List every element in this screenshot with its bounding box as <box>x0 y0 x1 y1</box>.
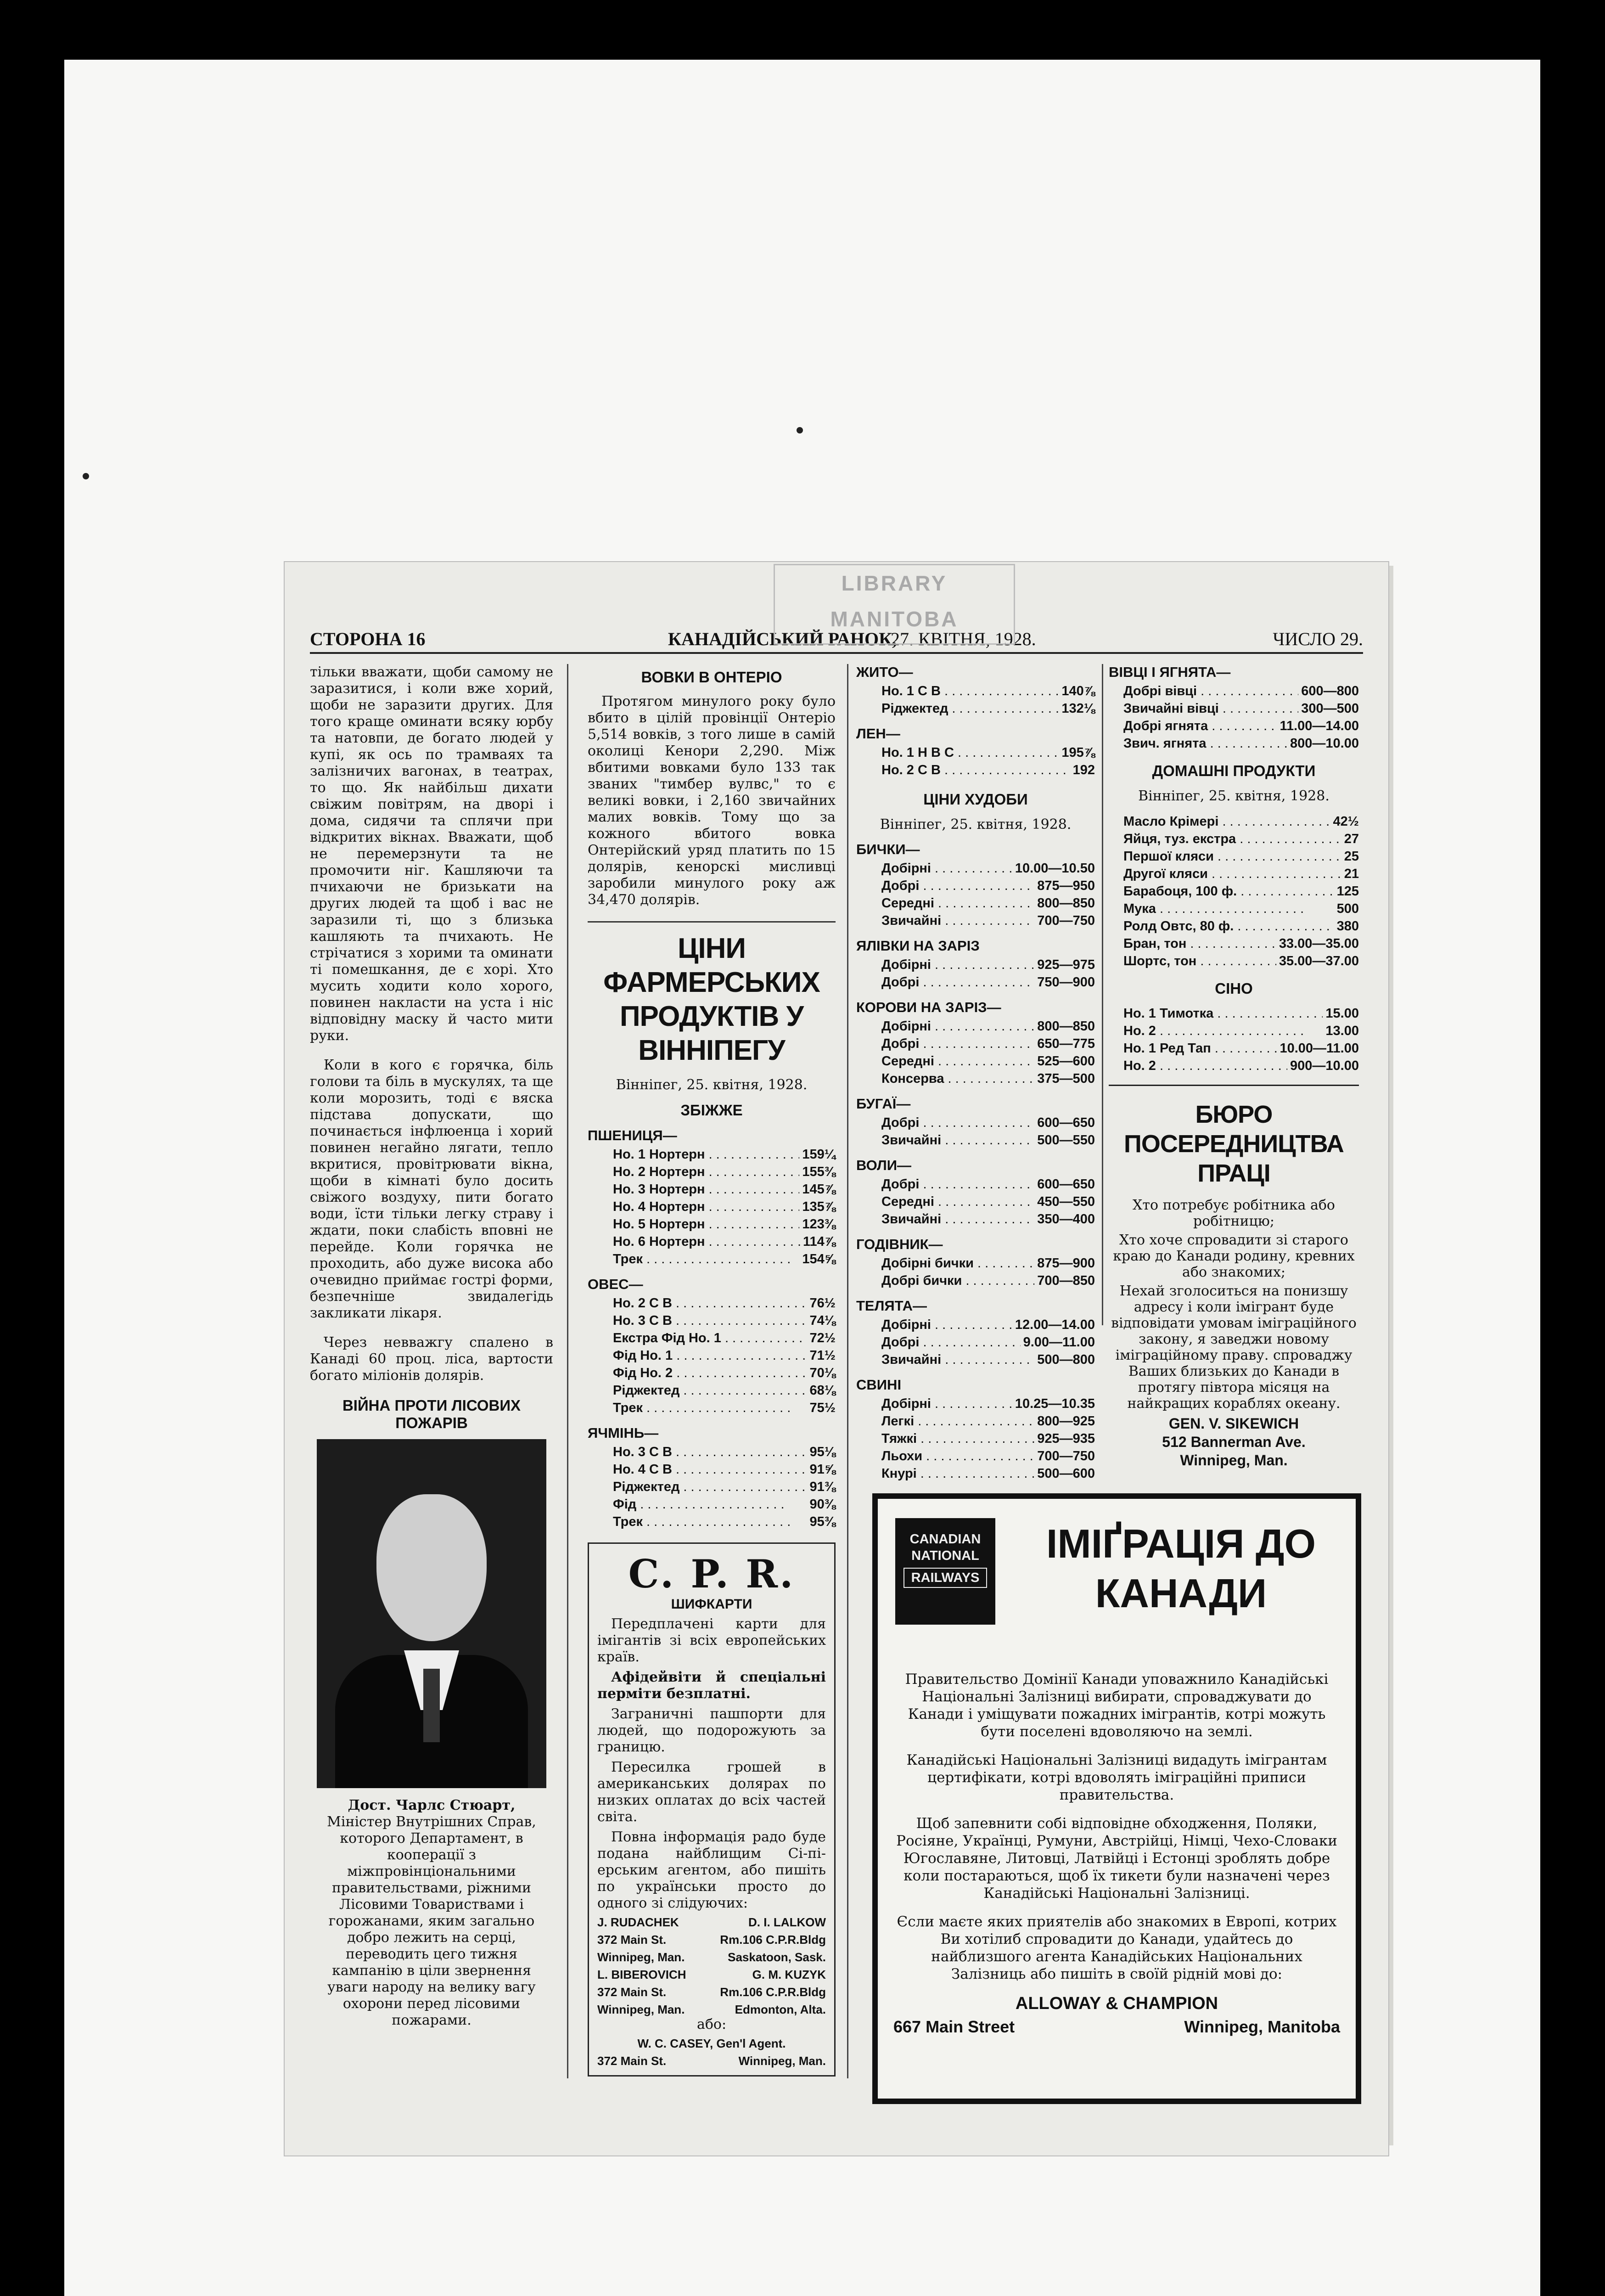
advert-paragraph: Афідейвіти й спеціальні перміти безплатні. <box>597 1669 826 1702</box>
price-value: 10.00—11.00 <box>1277 1040 1359 1057</box>
portrait-photo <box>317 1439 546 1788</box>
price-item-name: Но. 1 С В . . . <box>881 682 1059 700</box>
price-value: 925—935 <box>1034 1430 1095 1447</box>
price-row <box>1109 952 1359 970</box>
price-row <box>1109 735 1359 752</box>
price-item-name: Фід Но. 2 . . . <box>613 1364 807 1382</box>
cattle-price-list <box>856 841 1095 1482</box>
price-list <box>1109 1005 1359 1075</box>
price-value: 500 <box>1334 900 1359 917</box>
price-item-name: Трек . . . <box>613 1250 791 1268</box>
advert-paragraph: Повна інформація радо буде подана найблищим Сі-пі-ерським агентом, або пишіть по українськи просто до одного зі слідуючих: <box>597 1829 826 1911</box>
advert-paragraph: Хто хоче спровадити зі старого краю до Канади родину, кревних або знакомих; <box>1113 1232 1355 1280</box>
price-row <box>856 877 1095 895</box>
price-value: 192 <box>1070 761 1095 779</box>
price-value: 875—900 <box>1034 1255 1095 1272</box>
price-row <box>588 1216 836 1233</box>
price-value: 380 <box>1334 917 1359 935</box>
price-row <box>588 1461 836 1478</box>
price-item-name: Першої кляси . . . <box>1123 848 1341 865</box>
issue-number: ЧИСЛО 29. <box>1273 629 1363 649</box>
labor-bureau-advert <box>1109 1085 1359 1469</box>
price-item-name: Звичайні . . . <box>881 912 1034 929</box>
price-item-name: Но. 1 Нортерн . . . <box>613 1146 799 1163</box>
price-value: 25 <box>1341 848 1359 865</box>
price-value: 74⅛ <box>807 1312 836 1329</box>
price-item-name: Другої кляси . . . <box>1123 865 1341 883</box>
page-number: СТОРОНА 16 <box>310 629 426 649</box>
price-item-name: Но. 3 С В . . . <box>613 1312 807 1329</box>
price-row <box>588 1146 836 1163</box>
category-label: ВІВЦІ І ЯГНЯТА— <box>1109 664 1231 680</box>
advert-address: 667 Main Street Winnipeg, Manitoba <box>893 2017 1340 2036</box>
dateline: Вінніпег, 25. квітня, 1928. <box>880 816 1072 833</box>
price-item-name: Добрі . . . <box>881 974 1034 991</box>
price-item-name: Добрі . . . <box>881 1035 1034 1052</box>
price-value: 71½ <box>807 1347 836 1364</box>
advert-paragraph: Правительство Домінії Канади уповажнило Канадійські Національні Залізниці вибирати, спроваджувати до Канади і уміщувати пожадних імігрантів, котрі можуть бути поселені вдоволяючо на землі. <box>905 1671 1329 1740</box>
price-value: 800—850 <box>1034 1018 1095 1035</box>
price-item-name: Но. 5 Нортерн . . . <box>613 1216 799 1233</box>
masthead: КАНАДІЙСЬКИЙ РАНОК, <box>668 629 897 649</box>
price-row <box>856 1430 1095 1447</box>
price-row <box>1109 682 1359 700</box>
price-row <box>588 1364 836 1382</box>
price-row <box>588 1382 836 1399</box>
price-row <box>588 1329 836 1347</box>
price-value: 375—500 <box>1034 1070 1095 1087</box>
advert-title: ІМІҐРАЦІЯ ДО КАНАДИ <box>1046 1521 1316 1616</box>
price-row <box>856 1334 1095 1351</box>
price-value: 500—600 <box>1034 1465 1095 1482</box>
price-row <box>588 1496 836 1513</box>
price-row <box>1109 1022 1359 1040</box>
category-label: ПШЕНИЦЯ— <box>588 1127 677 1143</box>
price-value: 700—750 <box>1034 912 1095 929</box>
price-item-name: Но. 3 Нортерн . . . <box>613 1181 799 1198</box>
film-speck <box>83 473 89 479</box>
price-list <box>1109 682 1359 752</box>
dateline: Вінніпег, 25. квітня, 1928. <box>1138 788 1330 804</box>
price-list <box>856 1114 1095 1149</box>
price-value: 500—800 <box>1034 1351 1095 1368</box>
price-value: 12.00—14.00 <box>1012 1316 1095 1334</box>
price-value: 800—10.00 <box>1287 735 1359 752</box>
price-value: 10.25—10.35 <box>1012 1395 1095 1412</box>
price-row <box>856 1193 1095 1210</box>
price-value: 600—650 <box>1034 1114 1095 1131</box>
bureau-address: Winnipeg, Man. <box>1180 1452 1288 1469</box>
price-row <box>588 1294 836 1312</box>
price-list <box>588 1443 836 1531</box>
price-row <box>1109 848 1359 865</box>
price-value: 800—850 <box>1034 895 1095 912</box>
price-item-name: Добрі . . . <box>881 877 1034 895</box>
category-label: ЖИТО— <box>856 664 913 680</box>
price-value: 600—800 <box>1298 682 1359 700</box>
price-item-name: Добрі . . . <box>881 1176 1034 1193</box>
price-item-name: Трек . . . <box>613 1513 791 1531</box>
price-item-name: Добірні . . . <box>881 956 1034 974</box>
price-value: 750—900 <box>1034 974 1095 991</box>
price-row <box>856 1447 1095 1465</box>
price-list <box>856 956 1095 991</box>
price-row <box>856 1316 1095 1334</box>
price-value: 135⅞ <box>799 1198 836 1216</box>
price-value: 195⅞ <box>1059 744 1095 761</box>
price-row <box>588 1347 836 1364</box>
price-row <box>856 744 1095 761</box>
column-prices <box>588 664 836 2077</box>
price-value: 925—975 <box>1034 956 1095 974</box>
article-paragraph: Коли в кого є горячка, біль голови та біль в мускулях, та ще коли морозить, тоді є вяска підстава допускати, що починається інфлюенца і хорий повинен негайно лягати, тепло вкритися, провітрювати вікна, щоби в кімнаті було досить свіжого воздуху, пити богато води, їсти тільки легку страву і ждати, поки слабість вповні не перейде. Коли горячка не проходить, або дуже висока або очевидно приймає гострі форми, безпечніше звидалегідь закликати лікаря. <box>310 1057 553 1321</box>
price-value: 125 <box>1334 883 1359 900</box>
price-list <box>588 1146 836 1268</box>
price-row <box>856 1035 1095 1052</box>
section-heading: СІНО <box>1215 980 1253 997</box>
price-list <box>856 860 1095 929</box>
price-row <box>1109 717 1359 735</box>
advert-paragraph: Заграничні пашпорти для людей, що подорожують за границю. <box>597 1706 826 1755</box>
price-item-name: Ріджектед . . . <box>613 1382 807 1399</box>
price-value: 70⅛ <box>807 1364 836 1382</box>
price-value: 114⅞ <box>800 1233 836 1250</box>
price-row <box>588 1250 836 1268</box>
column-health <box>310 664 553 2029</box>
price-item-name: Звичайні . . . <box>881 1131 1034 1149</box>
price-value: 75½ <box>807 1399 836 1417</box>
category-label: ОВЕС— <box>588 1276 643 1292</box>
section-label: ЗБІЖЖЕ <box>680 1102 743 1119</box>
price-row <box>588 1399 836 1417</box>
price-item-name: Льохи . . . <box>881 1447 1034 1465</box>
section-heading: ДОМАШНІ ПРОДУКТИ <box>1152 762 1316 779</box>
price-item-name: Середні . . . <box>881 1193 1034 1210</box>
price-item-name: Звич. ягнята . . . <box>1123 735 1287 752</box>
price-row <box>1109 1057 1359 1075</box>
issue-date: 27. КВІТНЯ, 1928. <box>891 629 1036 649</box>
price-row <box>1109 917 1359 935</box>
price-row <box>1109 935 1359 952</box>
price-row <box>1109 1005 1359 1022</box>
price-item-name: Консерва . . . <box>881 1070 1034 1087</box>
price-value: 35.00—37.00 <box>1276 952 1359 970</box>
dateline: Вінніпег, 25. квітня, 1928. <box>616 1077 808 1093</box>
category-label: СВИНІ <box>856 1377 902 1393</box>
price-item-name: Ріджектед . . . <box>881 700 1059 717</box>
price-row <box>856 1018 1095 1035</box>
price-value: 91⅜ <box>807 1478 836 1496</box>
price-value: 42½ <box>1330 813 1359 830</box>
article-heading: ВОВКИ В ОНТЕРІО <box>641 669 782 686</box>
price-value: 140⅞ <box>1059 682 1095 700</box>
price-value: 132⅛ <box>1059 700 1095 717</box>
price-item-name: Ролд Овтс, 80 ф. . . . <box>1123 917 1334 935</box>
advert-paragraph: Щоб запевнити собі відповідне обходження, Поляки, Росіяне, Українці, Румуни, Австрійці, Німці, Чехо-Словаки Югославяне, Литовці, Латвійці і Естонці зроблять добре коли постараються, щоб їх тикети були назначені через Канадійські Національні Залізниці. <box>896 1815 1337 1902</box>
column-rule <box>847 664 848 2078</box>
bureau-heading: БЮРО ПОСЕРЕДНИЦТВА ПРАЦІ <box>1124 1101 1344 1187</box>
price-item-name: Но. 1 Ред Тап . . . <box>1123 1040 1277 1057</box>
price-row <box>1109 865 1359 883</box>
agent-address: 372 Main St. Winnipeg, Man. <box>597 2054 826 2068</box>
agent-line: Winnipeg, Man. Saskatoon, Sask. <box>597 1950 826 1964</box>
price-item-name: Но. 1 Тимотка . . . <box>1123 1005 1323 1022</box>
price-row <box>1109 830 1359 848</box>
price-value: 68⅛ <box>807 1382 836 1399</box>
price-value: 875—950 <box>1034 877 1095 895</box>
category-label: КОРОВИ НА ЗАРІЗ— <box>856 999 1001 1015</box>
film-speck <box>797 427 803 433</box>
cpr-title: C. P. R. <box>628 1551 795 1597</box>
price-row <box>1109 1040 1359 1057</box>
price-row <box>1109 700 1359 717</box>
price-item-name: Но. 2 . . . <box>1123 1022 1304 1040</box>
price-item-name: Добірні . . . <box>881 860 1012 877</box>
advert-paragraph: Канадійські Національні Залізниці видадуть імігрантам цертифікати, котрі вдоволять іміграційні приписи правительства. <box>906 1752 1327 1803</box>
price-row <box>856 912 1095 929</box>
price-value: 95⅜ <box>807 1513 836 1531</box>
price-item-name: Добрі . . . <box>881 1114 1034 1131</box>
price-value: 123⅜ <box>799 1216 836 1233</box>
article-paragraph: Через невважгу спалено в Канаді 60 проц. ліса, вартости богато міліонів долярів. <box>310 1334 553 1384</box>
price-item-name: Но. 6 Нортерн . . . <box>613 1233 800 1250</box>
price-row <box>1109 883 1359 900</box>
advert-paragraph: Передплачені карти для імігантів зі всіх европейських країв. <box>597 1616 826 1665</box>
price-item-name: Но. 1 Н В С . . . <box>881 744 1059 761</box>
price-list <box>856 1395 1095 1482</box>
price-row <box>856 1131 1095 1149</box>
article-paragraph: тільки вважати, щоби самому не заразитися, і коли вже хорий, щоби не заразити других. Для того краще оминати всяку юрбу та натовпи, де богато людей у купі, як ось по трамваях та залізничих вагонах, в театрах, то що. Як найбільш дихати свіжим повітрям, на дворі і дома, сидячи та сплячи при відкритих вікнах. Вважати, щоб не перемерзнути та не промочити ніг. Кашляючи та пчихаючи не бризькати на других людей та щоб і вас не заразили ті, що з близька кашляють та пчихають. Не стрічатися з хорими та оминати ті помешкання, де є хорі. Хто мусить ходити коло хорого, повинен накласти на уста і ніс відповідну маску й часто мити руки. <box>310 664 553 1044</box>
category-label: ЛЕН— <box>856 726 900 742</box>
price-list <box>856 1255 1095 1289</box>
category-label: ЯЧМІНЬ— <box>588 1425 659 1441</box>
price-item-name: Фід Но. 1 . . . <box>613 1347 807 1364</box>
price-item-name: Добрі . . . <box>881 1334 1021 1351</box>
price-row <box>856 1272 1095 1289</box>
section-heading: ЦІНИ ХУДОБИ <box>923 791 1028 808</box>
price-row <box>856 1210 1095 1228</box>
agent-line: L. BIBEROVICH G. M. KUZYK <box>597 1968 826 1981</box>
column-cattle <box>856 664 1095 1482</box>
price-value: 91⅝ <box>807 1461 836 1478</box>
price-value: 72½ <box>807 1329 836 1347</box>
cpr-subtitle: ШИФКАРТИ <box>671 1597 752 1612</box>
article-paragraph: Протягом минулого року було вбито в цілій провінції Онтеріо 5,514 вовків, з того лише в самій околиці Кенори 2,290. Між вбитими вовками було 133 так званих "тимбер вулвс," то є великі вовки, і 2,160 звичайних малих вовків. Тому що за кожного вбитого вовка Онтерійский уряд платить по 15 долярів, кенорскі мисливці заробили минулого року аж 34,470 долярів. <box>588 693 836 908</box>
article-heading: ВІЙНА ПРОТИ ЛІСОВИХ ПОЖАРІВ <box>342 1397 521 1431</box>
price-list <box>856 744 1095 779</box>
price-value: 350—400 <box>1034 1210 1095 1228</box>
price-value: 700—850 <box>1034 1272 1095 1289</box>
price-item-name: Звичайні вівці . . . <box>1123 700 1298 717</box>
agent-line: Winnipeg, Man. Edmonton, Alta. <box>597 2003 826 2016</box>
price-value: 525—600 <box>1034 1052 1095 1070</box>
price-item-name: Добірні бички . . . <box>881 1255 1034 1272</box>
price-row <box>856 682 1095 700</box>
price-item-name: Середні . . . <box>881 1052 1034 1070</box>
price-row <box>588 1198 836 1216</box>
photo-caption-name: Дост. Чарлс Стюарт, <box>348 1797 516 1813</box>
price-item-name: Но. 2 С В . . . <box>881 761 1070 779</box>
cn-railways-logo: CANADIAN NATIONAL RAILWAYS <box>895 1518 995 1625</box>
price-list <box>856 1316 1095 1368</box>
category-label: ГОДІВНИК— <box>856 1236 943 1252</box>
price-row <box>856 761 1095 779</box>
price-value: 450—550 <box>1034 1193 1095 1210</box>
price-value: 900—10.00 <box>1287 1057 1359 1075</box>
advert-company: ALLOWAY & CHAMPION <box>1015 1994 1218 2013</box>
price-row <box>856 1412 1095 1430</box>
cpr-advert <box>588 1542 836 2077</box>
price-item-name: Добрі ягнята . . . <box>1123 717 1277 735</box>
price-row <box>856 1176 1095 1193</box>
price-value: 76½ <box>807 1294 836 1312</box>
price-item-name: Но. 2 Нортерн . . . <box>613 1163 799 1181</box>
price-value: 95⅛ <box>807 1443 836 1461</box>
price-item-name: Но. 2 С В . . . <box>613 1294 807 1312</box>
price-item-name: Добірні . . . <box>881 1395 1012 1412</box>
price-value: 650—775 <box>1034 1035 1095 1052</box>
price-value: 13.00 <box>1323 1022 1359 1040</box>
price-list <box>856 682 1095 717</box>
price-item-name: Масло Крімері . . . <box>1123 813 1330 830</box>
price-item-name: Тяжкі . . . <box>881 1430 1034 1447</box>
advert-paragraph: Пересилка грошей в американських долярах по низких оплатах до всіх частей світа. <box>597 1759 826 1825</box>
agent-list <box>597 1915 826 2016</box>
price-item-name: Фід . . . <box>613 1496 785 1513</box>
price-row <box>856 1052 1095 1070</box>
price-item-name: Звичайні . . . <box>881 1351 1034 1368</box>
column-produce <box>1109 664 1359 1469</box>
agent-line: J. RUDACHEK D. I. LALKOW <box>597 1915 826 1929</box>
price-value: 145⅞ <box>799 1181 836 1198</box>
price-row <box>588 1181 836 1198</box>
advert-paragraph: Єсли маєте яких приятелів або знакомих в Европі, котрих Ви хотілиб спровадити до Канади, удайтесь до найблизшого агента Канадійських Національних Залізниць або пишіть в своїй рідній мові до: <box>897 1913 1337 1982</box>
price-value: 500—550 <box>1034 1131 1095 1149</box>
price-list <box>856 1018 1095 1087</box>
price-item-name: Середні . . . <box>881 895 1034 912</box>
price-item-name: Бран, тон . . . <box>1123 935 1276 952</box>
price-value: 700—750 <box>1034 1447 1095 1465</box>
price-item-name: Шортс, тон . . . <box>1123 952 1276 970</box>
prices-heading: ЦІНИ ФАРМЕРСЬКИХ ПРОДУКТІВ У ВІННІПЕГУ <box>603 933 820 1066</box>
price-value: 159¼ <box>799 1146 836 1163</box>
or-label: або: <box>696 2016 727 2032</box>
library-stamp: LIBRARY MANITOBA <box>774 564 1015 645</box>
bureau-address: GEN. V. SIKEWICH <box>1168 1415 1299 1432</box>
price-value: 154⅝ <box>799 1250 836 1268</box>
price-item-name: Легкі . . . <box>881 1412 1034 1430</box>
price-row <box>856 974 1095 991</box>
price-item-name: Но. 3 С В . . . <box>613 1443 807 1461</box>
immigration-advert <box>872 1493 1361 2104</box>
column-rule <box>1102 664 1103 1325</box>
price-item-name: Но. 4 С В . . . <box>613 1461 807 1478</box>
price-row <box>856 1114 1095 1131</box>
price-item-name: Екстра Фід Но. 1 . . . <box>613 1329 807 1347</box>
price-row <box>588 1513 836 1531</box>
price-value: 9.00—11.00 <box>1021 1334 1095 1351</box>
price-item-name: Яйця, туз. екстра . . . <box>1123 830 1341 848</box>
price-item-name: Барабоця, 100 ф. . . . <box>1123 883 1334 900</box>
price-row <box>856 860 1095 877</box>
price-value: 600—650 <box>1034 1176 1095 1193</box>
price-row <box>588 1163 836 1181</box>
bureau-address: 512 Bannerman Ave. <box>1162 1434 1306 1450</box>
category-label: ВОЛИ— <box>856 1157 911 1173</box>
agent-line: 372 Main St. Rm.106 C.P.R.Bldg <box>597 1933 826 1947</box>
advert-paragraph: Нехай зголоситься на понизшу адресу і коли імігрант буде відповідати умовам іміграційного закону, я заведжи новому іміграційному праву. спроваджу Ваших близьких до Канади в протягу півтора місяця на найкращих кораблях океану. <box>1111 1283 1357 1412</box>
price-value: 300—500 <box>1298 700 1359 717</box>
price-item-name: Мука . . . <box>1123 900 1304 917</box>
price-item-name: Добрі вівці . . . <box>1123 682 1298 700</box>
category-label: ЯЛІВКИ НА ЗАРІЗ <box>856 938 980 954</box>
price-item-name: Звичайні . . . <box>881 1210 1034 1228</box>
price-value: 800—925 <box>1034 1412 1095 1430</box>
price-row <box>856 956 1095 974</box>
price-row <box>588 1478 836 1496</box>
price-value: 15.00 <box>1323 1005 1359 1022</box>
price-value: 10.00—10.50 <box>1012 860 1095 877</box>
price-row <box>588 1233 836 1250</box>
column-rule <box>567 664 568 2078</box>
price-row <box>856 895 1095 912</box>
advert-paragraph: Хто потребує робітника або робітницю; <box>1133 1197 1335 1229</box>
price-value: 21 <box>1341 865 1359 883</box>
divider <box>588 921 836 923</box>
photo-caption: Міністер Внутрішних Справ, которого Департамент, в кооперації з міжпровінціональними правительствами, ріжними Лісовими Товариствами і горожанами, яким загально добро лежить на серці, переводить цего тижня кампанію в ціли звернення уваги народу на велику вагу охорони перед лісовими пожарами. <box>327 1814 536 2028</box>
price-row <box>856 700 1095 717</box>
price-row <box>856 1465 1095 1482</box>
price-value: 27 <box>1341 830 1359 848</box>
price-row <box>1109 813 1359 830</box>
category-label: БУГАЇ— <box>856 1096 911 1112</box>
agent-name: W. C. CASEY, Gen'l Agent. <box>637 2037 786 2050</box>
price-item-name: Но. 4 Нортерн . . . <box>613 1198 799 1216</box>
price-item-name: Добрі бички . . . <box>881 1272 1034 1289</box>
price-row <box>856 1351 1095 1368</box>
price-row <box>856 1070 1095 1087</box>
price-value: 155⅜ <box>799 1163 836 1181</box>
agent-line: 372 Main St. Rm.106 C.P.R.Bldg <box>597 1985 826 1999</box>
newspaper-page <box>284 561 1389 2156</box>
price-row <box>856 1255 1095 1272</box>
category-label: БИЧКИ— <box>856 841 920 857</box>
price-item-name: Кнурі . . . <box>881 1465 1034 1482</box>
category-label: ТЕЛЯТА— <box>856 1298 927 1314</box>
price-list <box>588 1294 836 1417</box>
price-item-name: Но. 2 . . . <box>1123 1057 1287 1075</box>
price-value: 90⅜ <box>807 1496 836 1513</box>
price-row <box>588 1443 836 1461</box>
price-item-name: Добірні . . . <box>881 1018 1034 1035</box>
price-row <box>856 1395 1095 1412</box>
price-value: 11.00—14.00 <box>1277 717 1359 735</box>
price-row <box>1109 900 1359 917</box>
price-list <box>1109 813 1359 970</box>
price-item-name: Ріджектед . . . <box>613 1478 807 1496</box>
price-list <box>856 1176 1095 1228</box>
price-value: 33.00—35.00 <box>1276 935 1359 952</box>
price-row <box>588 1312 836 1329</box>
price-item-name: Добірні . . . <box>881 1316 1012 1334</box>
price-item-name: Трек . . . <box>613 1399 791 1417</box>
